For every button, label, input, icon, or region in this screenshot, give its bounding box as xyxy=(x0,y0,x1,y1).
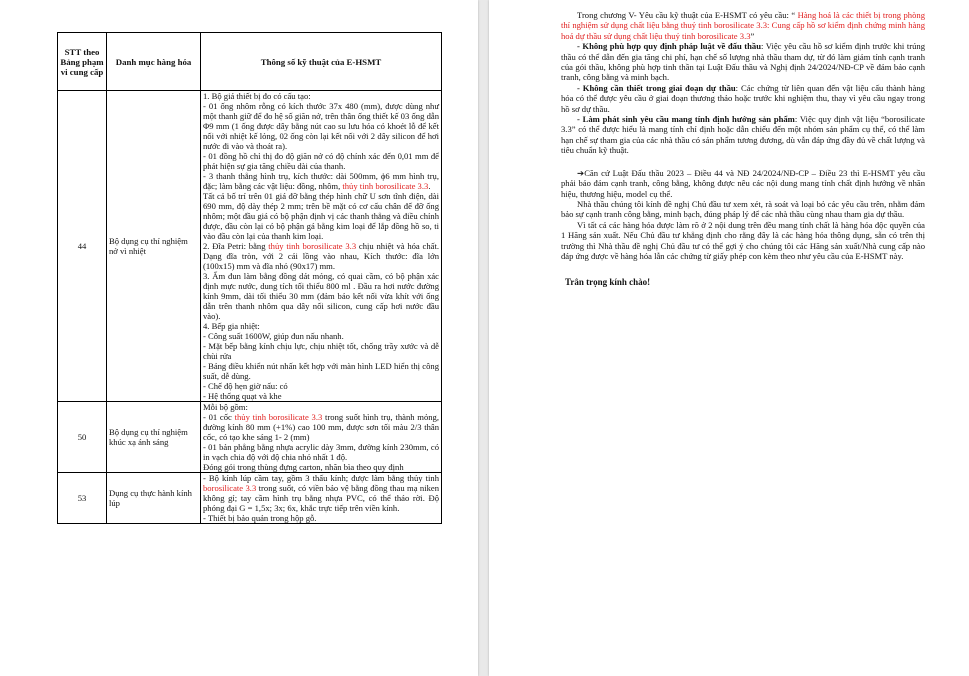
row-stt: 44 xyxy=(58,91,107,402)
spec-line: Tất cả bố trí trên 01 giá đỡ bằng thép hình chữ U sơn tĩnh điện, dài 690 mm, độ dày thép 2 mm; trên bề mặt có cơ cấu chân đế đỡ ống nhôm; một đầu giá có bộ phận định vị các thanh thẳng và điều chỉnh được, đầu còn lại có bộ phận gá bằng kim loại để lắp đồng hồ so, ti vào đầu còn lại của thanh kim loại. xyxy=(203,191,439,241)
spec-table xyxy=(57,32,442,524)
spec-line: - Công suất 1600W, giúp đun nấu nhanh. xyxy=(203,331,344,341)
row-item: Bộ dụng cụ thí nghiệm nở vì nhiệt xyxy=(107,91,201,402)
spec-line: - Hệ thống quạt và khe xyxy=(203,391,282,401)
objection-3: - Làm phát sinh yêu cầu mang tính định hướng sản phẩm: Việc quy định vật liệu “borosilicate 3.3” có thể được hiểu là mang tính chỉ định hoặc dẫn chiếu đến một nhóm sản phẩm cụ thể, có thể làm hạn chế sự tham gia của các nhà thầu có sản phẩm tương đương, dù vẫn đáp ứng đầy đủ về chất lượng và tiêu chuẩn kỹ thuật. xyxy=(561,114,925,156)
row-spec xyxy=(201,473,442,524)
spec-line: 3. Ấm đun làm bằng đồng dát mỏng, có quai cầm, có bộ phận xác định mực nước, dung tích tối thiểu 800 ml . Đầu ra hơi nước đường kính 9mm, dài tối thiểu 30 mm (đảm bảo kết nối vừa khít với ống dẫn trên thanh nhôm qua dây nối silicon, cung cấp hơi nước đầu vào). xyxy=(203,271,439,321)
spec-line: 2. Đĩa Petri: bằng thủy tinh borosilicate 3.3 chịu nhiệt và hóa chất. Dạng đĩa tròn, với 2 cái lồng vào nhau, Kích thước: đĩa lớn (100x15) mm và đĩa nhỏ (90x17) mm. xyxy=(203,241,439,271)
table-row xyxy=(58,473,442,524)
header-item: Danh mục hàng hóa xyxy=(107,33,201,91)
table-row xyxy=(58,91,442,402)
intro-paragraph: Trong chương V- Yêu cầu kỹ thuật của E-HSMT có yêu cầu: “ Hàng hoá là các thiết bị trong phòng thí nghiệm sử dụng chất liệu bằng thuỷ tinh borosilicate 3.3: Cung cấp hồ sơ kiểm định chứng minh hàng hoá dự thầu sử dụng chất liệu thuỷ tinh borosilicate 3.3” xyxy=(561,10,925,41)
document-page-right xyxy=(489,0,969,676)
spec-line: - 01 ống nhôm rỗng có kích thước 37x 480 (mm), được dùng như một thanh giữ để đo hệ số giãn nở, trên thân ống thiết kế 03 ống dẫn Φ9 mm (1 ống được dây bằng nút cao su lưu hóa có khoét lỗ để kết nối với nhiệt kế lỏng, 02 ống còn lại kết nối với 2 dây silicon để hơi nước đi vào và thoát ra). xyxy=(203,101,439,151)
objection-1: - Không phù hợp quy định pháp luật về đấu thầu: Việc yêu cầu hồ sơ kiểm định trước khi trúng thầu có thể dẫn đến gia tăng chi phí, hạn chế số lượng nhà thầu tham dự, từ đó làm giảm tính cạnh tranh của gói thầu, không phù hợp tinh thần tại Luật Đấu thầu và Nghị định 24/2024/NĐ-CP về đảm bảo cạnh tranh, công bằng và minh bạch. xyxy=(561,41,925,83)
material-highlight: thủy tinh borosilicate 3.3 xyxy=(234,412,323,422)
spec-line: - Bộ kính lúp cầm tay, gồm 3 thấu kính; được làm bằng thủy tinh borosilicate 3.3 trong suốt, có viền bảo vệ bằng đồng thau mạ niken không gỉ; tay cầm hình trụ bằng nhựa PVC, có thể tháo rời. Độ phóng đại G = 1,5x; 3x; 6x, khắc trực tiếp trên viền kính. xyxy=(203,473,440,513)
spec-line: 4. Bếp gia nhiệt: xyxy=(203,321,260,331)
spec-line: 1. Bộ giá thiết bị đo có cấu tạo: xyxy=(203,91,311,101)
spec-line: Đóng gói trong thùng đựng carton, nhãn bìa theo quy định xyxy=(203,462,404,472)
spec-line: - Mặt bếp bằng kính chịu lực, chịu nhiệt tốt, chống trầy xước và dễ chùi rửa xyxy=(203,341,439,361)
spec-table-body xyxy=(58,91,442,524)
row-stt: 53 xyxy=(58,473,107,524)
row-item: Dụng cụ thực hành kính lúp xyxy=(107,473,201,524)
spec-line: - Bảng điều khiển nút nhấn kết hợp với màn hình LED hiển thị công suất, dễ dùng. xyxy=(203,361,439,381)
closing-signoff: Trân trọng kính chào! xyxy=(565,277,651,288)
spec-line: - Chế độ hẹn giờ nấu: có xyxy=(203,381,288,391)
letter-body xyxy=(561,10,925,288)
spec-line: - 01 cốc thủy tinh borosilicate 3.3 trong suốt hình trụ, thành mỏng, đường kính 80 mm (+1%) cao 100 mm, được sơn tối màu 2/3 thân cốc, có tạo khe sáng 1- 2 (mm) xyxy=(203,412,439,442)
request-paragraph: Nhà thầu chúng tôi kính đề nghị Chủ đầu tư xem xét, rà soát và loại bỏ các yêu cầu trên, nhằm đảm bảo sự cạnh tranh công bằng, minh bạch, đúng pháp lý để các nhà thầu cùng nhau tham gia dự thầu. xyxy=(561,198,925,220)
material-highlight: thủy tinh borosilicate 3.3 xyxy=(268,241,357,251)
material-highlight: thủy tinh borosilicate 3.3 xyxy=(342,181,429,191)
legal-basis-paragraph: ➔Căn cứ Luật Đấu thầu 2023 – Điều 44 và NĐ 24/2024/NĐ-CP – Điều 23 thì E-HSMT yêu cầu phải bảo đảm cạnh tranh, công bằng, không được nêu các nội dung mang tính chất định hướng về nhãn hiệu, thương hiệu, model cụ thể. xyxy=(561,167,925,199)
row-stt: 50 xyxy=(58,402,107,473)
objection-2: - Không cần thiết trong giai đoạn dự thầu: Các chứng từ liên quan đến vật liệu cấu thành hàng hóa có thể được yêu cầu ở giai đoạn thương thảo hoặc trước khi nghiệm thu, thay vì yêu cầu ngay trong hồ sơ dự thầu. xyxy=(561,82,925,114)
header-stt: STT theo Bảng phạm vi cung cấp xyxy=(58,33,107,91)
row-spec xyxy=(201,402,442,473)
spec-line: - 01 đồng hồ chỉ thị đo độ giãn nở có độ chính xác đến 0,01 mm để phát hiện sự gia tăng chiều dài của thanh. xyxy=(203,151,439,171)
header-spec: Thông số kỹ thuật của E-HSMT xyxy=(201,33,442,91)
material-highlight: borosilicate 3.3 xyxy=(203,483,257,493)
spec-line: - Thiết bị bảo quản trong hộp gỗ. xyxy=(203,513,317,523)
table-row xyxy=(58,402,442,473)
spec-line: Mỗi bộ gồm: xyxy=(203,402,248,412)
document-page-left xyxy=(0,0,478,676)
row-item: Bộ dụng cụ thí nghiệm khúc xạ ánh sáng xyxy=(107,402,201,473)
quoted-requirement: Hàng hoá là các thiết bị trong phòng thí nghiệm sử dụng chất liệu bằng thuỷ tinh borosilicate 3.3: Cung cấp hồ sơ kiểm định chứng minh hàng hoá dự thầu sử dụng chất liệu thuỷ tinh borosilicate 3.3 xyxy=(561,10,925,41)
spec-line: - 01 bản phẳng bằng nhựa acrylic dày 3mm, đường kính 230mm, có in vạch chia độ với độ chia nhỏ nhất 1 độ. xyxy=(203,442,439,462)
row-spec xyxy=(201,91,442,402)
spec-line: - 3 thanh thẳng hình trụ, kích thước: dài 500mm, ϕ6 mm hình trụ, đặc; làm bằng các vật liệu: đồng, nhôm, thủy tinh borosilicate 3.3. xyxy=(203,171,439,191)
conclusion-paragraph: Vì tất cả các hàng hóa được làm rõ ở 2 nội dung trên đều mang tính chất là hàng hóa độc quyền của 1 Hãng sản xuất. Nếu Chủ đầu tư khẳng định cho rằng đây là các hàng hóa thông dụng, sẵn có trên thị trường thì Nhà thầu đề nghị Chủ đầu tư có thể gợi ý cho chúng tôi các Hãng sản xuất/Nhà cung cấp nào đáp ứng được về hàng hóa lẫn các chứng từ giấy phép con kèm theo như yêu cầu của E-HSMT này. xyxy=(561,219,925,261)
